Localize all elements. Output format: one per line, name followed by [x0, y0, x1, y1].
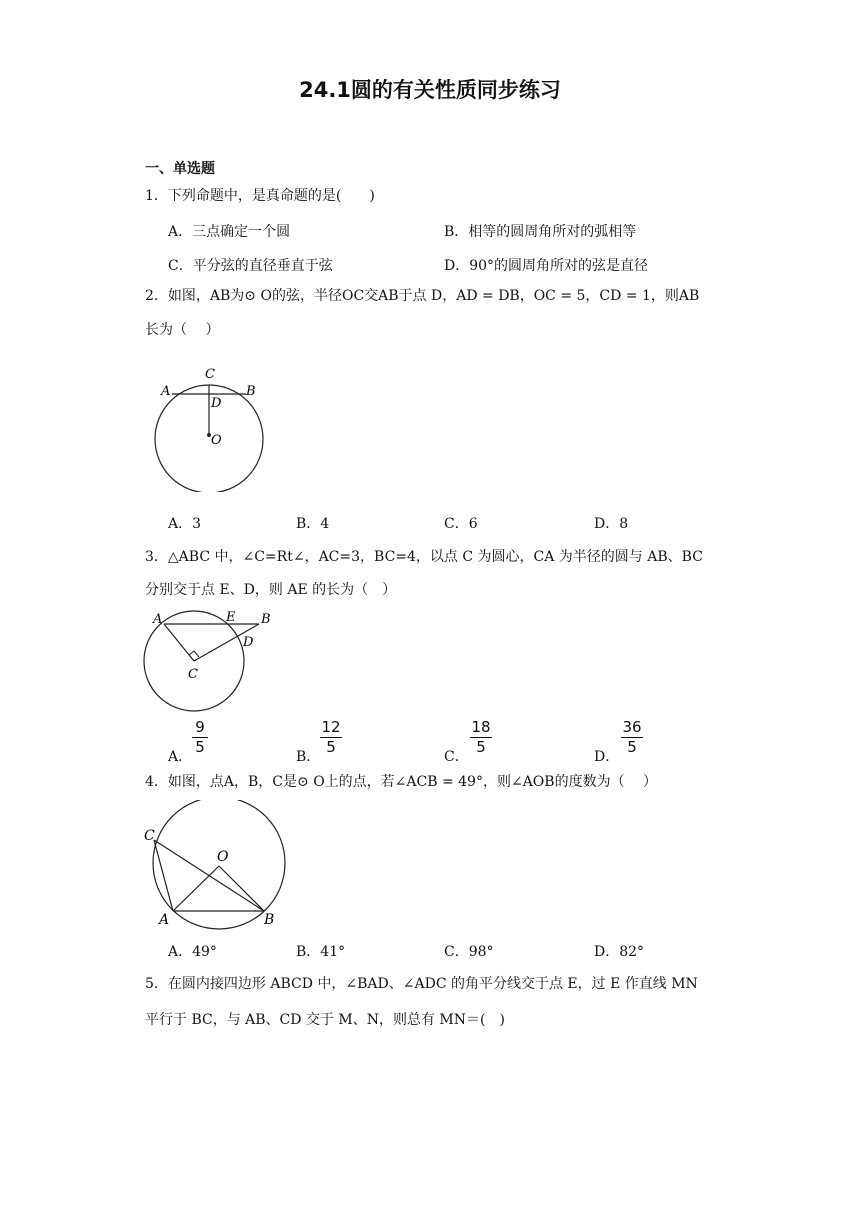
- q3-option-d-numerator: 36: [622, 718, 642, 736]
- q4-option-c[interactable]: C．98°: [444, 944, 494, 960]
- q3-option-d-denominator: 5: [627, 738, 637, 756]
- q3-stem-line1: 3．△ABC 中，∠C=Rt∠，AC=3，BC=4，以点 C 为圆心，CA 为半径的圆与 AB、BC: [145, 549, 703, 565]
- q3-label-a: A: [153, 612, 163, 627]
- q3-label-b: B: [261, 612, 271, 627]
- q4-option-b[interactable]: B．41°: [296, 944, 346, 960]
- q2-option-b[interactable]: B．4: [296, 516, 330, 532]
- q1-option-a[interactable]: A．三点确定一个圆: [168, 224, 291, 240]
- page-title: 24.1圆的有关性质同步练习: [299, 78, 561, 102]
- q2-option-c[interactable]: C．6: [444, 516, 478, 532]
- q3-option-c-denominator: 5: [476, 738, 486, 756]
- q1-option-c[interactable]: C．平分弦的直径垂直于弦: [168, 258, 333, 274]
- q3-label-d: D: [243, 635, 254, 650]
- q2-label-c: C: [205, 367, 215, 382]
- q3-figure: [142, 606, 282, 718]
- q5-stem-line1: 5．在圆内接四边形 ABCD 中，∠BAD、∠ADC 的角平分线交于点 E，过 E 作直线 MN: [145, 976, 698, 992]
- q2-stem-line2: 长为（ ）: [145, 322, 220, 338]
- q3-stem-line2: 分别交于点 E、D，则 AE 的长为（ ）: [145, 582, 397, 598]
- q4-radius-oa: [173, 866, 219, 911]
- q2-label-o: O: [211, 433, 222, 448]
- q3-option-b-letter[interactable]: B．: [296, 749, 321, 765]
- q3-option-c-numerator: 18: [471, 718, 491, 736]
- q5-stem-line2: 平行于 BC，与 AB、CD 交于 M、N，则总有 MN＝( ): [145, 1012, 505, 1028]
- q3-option-b-denominator: 5: [326, 738, 336, 756]
- q3-label-c: C: [188, 667, 198, 682]
- q3-option-a-letter[interactable]: A．: [168, 749, 193, 765]
- q3-option-d-fraction: [621, 719, 643, 756]
- q4-option-d[interactable]: D．82°: [594, 944, 645, 960]
- q2-figure: [150, 362, 270, 492]
- q3-option-a-denominator: 5: [195, 738, 205, 756]
- q3-option-c-fraction: [470, 719, 492, 756]
- q3-label-e: E: [226, 610, 236, 625]
- q4-stem: 4．如图，点A，B，C是⊙ O上的点，若∠ACB = 49°，则∠AOB的度数为（ ）: [145, 774, 658, 790]
- q3-side-ac: [164, 624, 194, 661]
- q3-option-b-numerator: 12: [321, 718, 341, 736]
- q1-stem: 1．下列命题中，是真命题的是( ): [145, 188, 375, 204]
- q2-label-a: A: [161, 384, 171, 399]
- q2-label-b: B: [246, 384, 256, 399]
- q3-option-a-fraction: [192, 719, 208, 756]
- q3-option-d-letter[interactable]: D．: [594, 749, 620, 765]
- q4-radius-ob: [219, 866, 264, 911]
- q4-label-c: C: [144, 828, 155, 844]
- q4-figure: [140, 800, 290, 930]
- q1-option-d[interactable]: D．90°的圆周角所对的弦是直径: [444, 258, 649, 274]
- q1-option-b[interactable]: B．相等的圆周角所对的弧相等: [444, 224, 637, 240]
- q4-label-o: O: [217, 849, 229, 865]
- q4-label-a: A: [159, 912, 170, 928]
- q2-option-d[interactable]: D．8: [594, 516, 629, 532]
- q3-option-a-numerator: 9: [195, 718, 205, 736]
- q2-stem-line1: 2．如图，AB为⊙ O的弦，半径OC交AB于点 D，AD = DB，OC = 5，CD = 1，则AB: [145, 288, 700, 304]
- q2-label-d: D: [211, 396, 222, 411]
- q2-option-a[interactable]: A．3: [168, 516, 202, 532]
- q4-label-b: B: [264, 912, 275, 928]
- q4-option-a[interactable]: A．49°: [168, 944, 217, 960]
- section-heading: 一、单选题: [145, 161, 215, 177]
- q3-option-c-letter[interactable]: C．: [444, 749, 469, 765]
- q3-option-b-fraction: [320, 719, 342, 756]
